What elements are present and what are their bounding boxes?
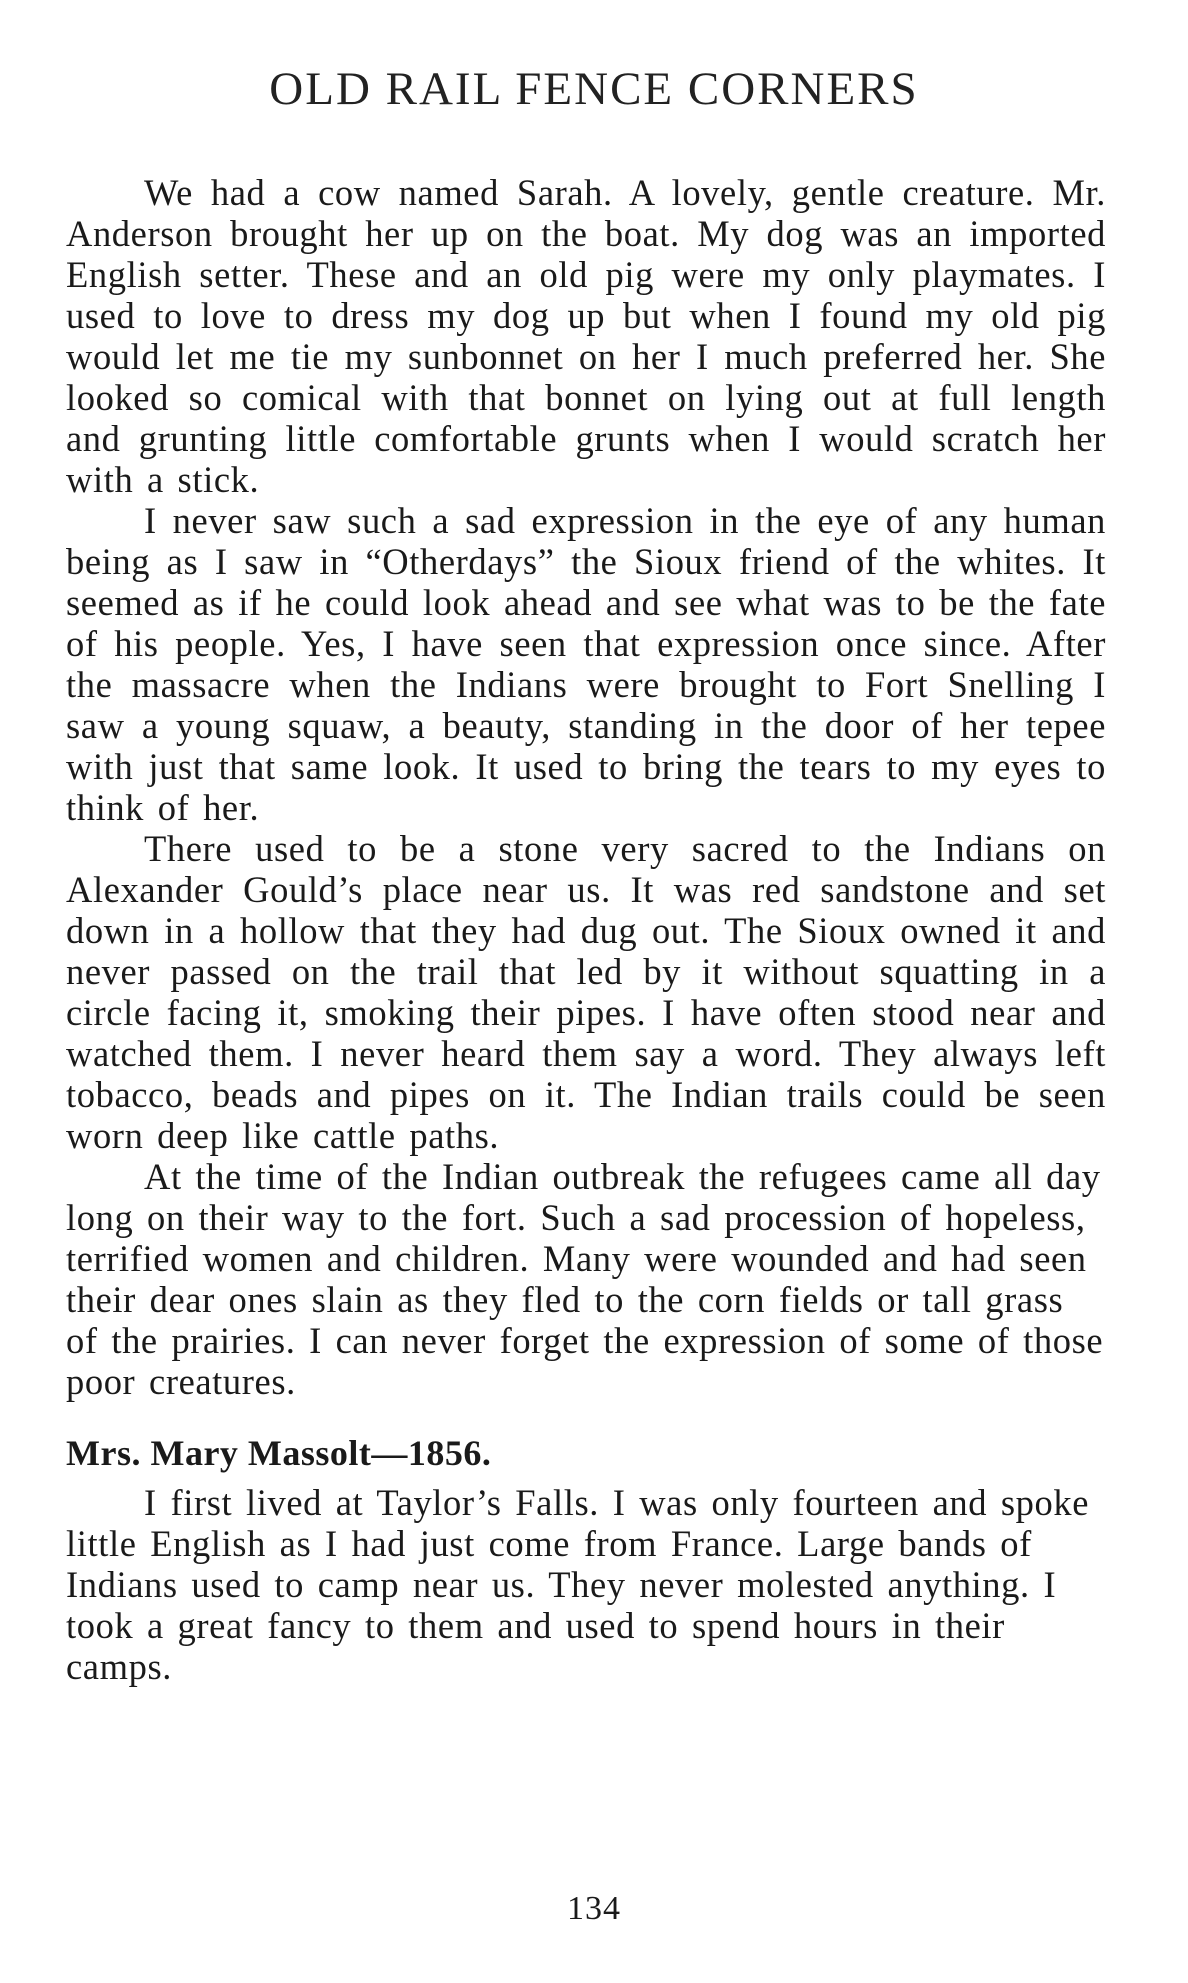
paragraph-sacred-stone: There used to be a stone very sacred to the Indians on Alexander Gould’s place near us. It was red sandstone and set down in a hollow that they had dug out. The Sioux owned it and never passed on the trail that led by it without squatting in a circle facing it, smoking their pipes. I have often stood near and watched them. I never heard them say a word. They always left tobacco, beads and pipes on it. The Indian trails could be seen worn deep like cattle paths.: [66, 828, 1106, 1156]
paragraph-otherdays: I never saw such a sad expression in the eye of any human being as I saw in “Otherdays” the Sioux friend of the whites. It seemed as if he could look ahead and see what was to be the fate of his people. Yes, I have seen that expression once since. After the massacre when the Indians were brought to Fort Snelling I saw a young squaw, a beauty, standing in the door of her tepee with just that same look. It used to bring the tears to my eyes to think of her.: [66, 500, 1106, 828]
section-heading-mary-massolt: Mrs. Mary Massolt—1856.: [66, 1433, 492, 1473]
paragraph-taylors-falls: I first lived at Taylor’s Falls. I was only fourteen and spoke little English as I had just come from France. Large bands of Indians used to camp near us. They never molested anything. I took a great fancy to them and used to spend hours in their camps.: [66, 1482, 1090, 1687]
paragraph-sarah-the-cow: We had a cow named Sarah. A lovely, gentle creature. Mr. Anderson brought her up on the boat. My dog was an imported English setter. These and an old pig were my only playmates. I used to love to dress my dog up but when I found my old pig would let me tie my sunbonnet on her I much preferred her. She looked so comical with that bonnet on lying out at full length and grunting little comfortable grunts when I would scratch her with a stick.: [66, 172, 1106, 500]
running-head: OLD RAIL FENCE CORNERS: [269, 63, 919, 115]
page-body: [66, 172, 1106, 1687]
paragraph-indian-outbreak: At the time of the Indian outbreak the refugees came all day long on their way to the fort. Such a sad procession of hopeless, terrified women and children. Many were wounded and had seen their dear ones slain as they fled to the corn fields or tall grass of the prairies. I can never forget the expression of some of those poor creatures.: [66, 1156, 1104, 1402]
page-number: 134: [567, 1890, 621, 1927]
